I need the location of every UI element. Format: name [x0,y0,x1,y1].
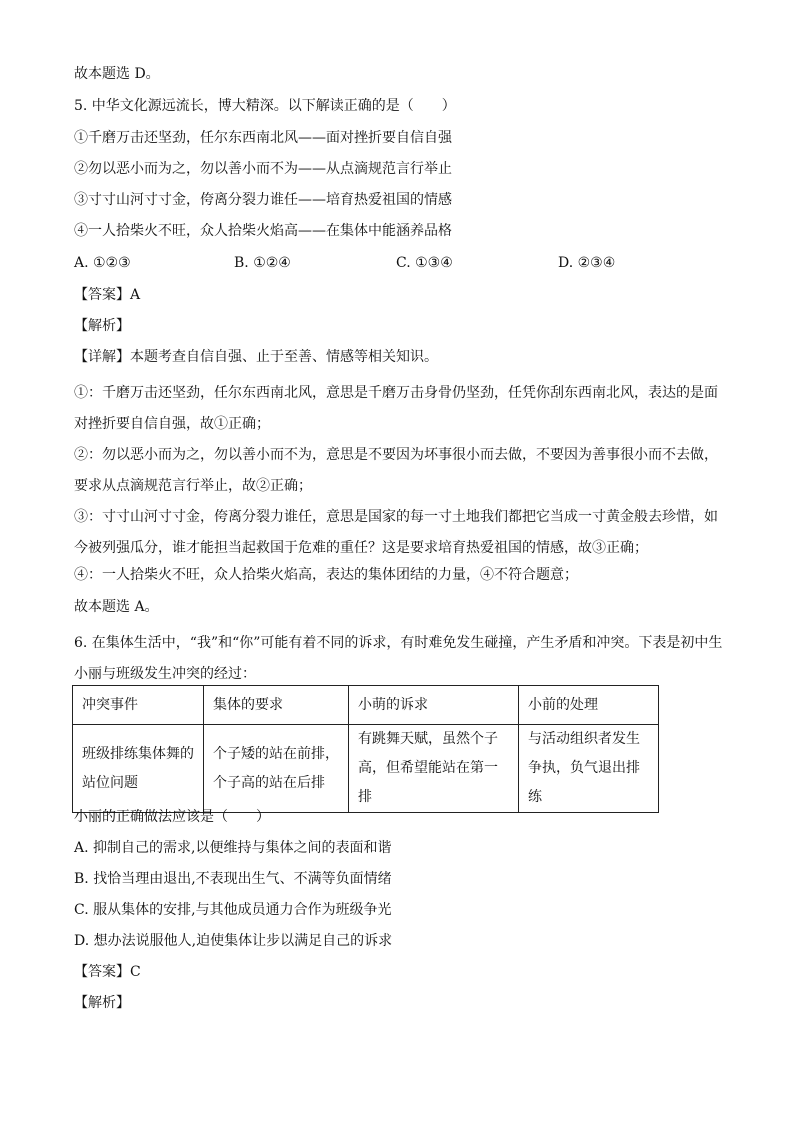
table-cell: 与活动组织者发生争执，负气退出排练 [519,725,659,813]
table-cell: 个子矮的站在前排，个子高的站在后排 [204,725,349,813]
q5-item-3: ③寸寸山河寸寸金，侉离分裂力谁任——培育热爱祖国的情感 [74,192,452,208]
q5-analysis-label: 【解析】 [74,318,130,334]
previous-conclusion: 故本题选 D。 [74,66,160,82]
q5-explanation-1: ①：千磨万击还坚劲，任尔东西南北风，意思是千磨万击身骨仍坚劲，任凭你刮东西南北风，表达的是面对挫折要自信自强，故①正确； [74,385,718,432]
q5-option-c: C. ①③④ [396,255,453,271]
conflict-table [72,685,659,813]
q6-option-c: C. 服从集体的安排,与其他成员通力合作为班级争光 [74,902,392,918]
q5-answer: 【答案】A [74,287,141,303]
q5-item-2: ②勿以恶小而为之，勿以善小而不为——从点滴规范言行举止 [74,161,452,177]
table-header-cell: 集体的要求 [204,686,349,725]
q6-option-a: A. 抑制自己的需求,以便维持与集体之间的表面和谐 [74,840,392,856]
q5-explanation-4: ④：一人拾柴火不旺，众人拾柴火焰高，表达的集体团结的力量，④不符合题意； [74,567,578,583]
q6-option-d: D. 想办法说服他人,迫使集体让步以满足自己的诉求 [74,933,393,949]
q5-item-1: ①千磨万击还坚劲，任尔东西南北风——面对挫折要自信自强 [74,130,452,146]
q5-stem: 5. 中华文化源远流长，博大精深。以下解读正确的是（ ） [74,98,456,114]
q5-option-a: A. ①②③ [74,255,131,271]
table-header-cell: 小前的处理 [519,686,659,725]
q6-option-b: B. 找恰当理由退出,不表现出生气、不满等负面情绪 [74,871,392,887]
table-cell: 有跳舞天赋，虽然个子高，但希望能站在第一排 [349,725,519,813]
table-row [73,725,659,813]
table-header-cell: 小萌的诉求 [349,686,519,725]
q5-explanation-2: ②：勿以恶小而为之，勿以善小而不为，意思是不要因为坏事很小而去做，不要因为善事很小而不去做，要求从点滴规范言行举止，故②正确； [74,447,718,494]
table-header-cell: 冲突事件 [73,686,204,725]
q5-item-4: ④一人拾柴火不旺，众人拾柴火焰高——在集体中能涵养品格 [74,223,452,239]
q6-stem: 6. 在集体生活中，“我”和“你”可能有着不同的诉求，有时难免发生碰撞，产生矛盾和冲突。下表是初中生小丽与班级发生冲突的经过： [74,635,723,682]
q5-option-b: B. ①②④ [234,255,291,271]
q5-conclusion: 故本题选 A。 [74,599,159,615]
q5-detail: 【详解】本题考查自信自强、止于至善、情感等相关知识。 [74,349,438,365]
table-cell: 班级排练集体舞的站位问题 [73,725,204,813]
q6-answer: 【答案】C [74,964,141,980]
q6-question: 小丽的正确做法应该是（ ） [74,809,270,825]
q5-option-d: D. ②③④ [558,255,616,271]
q6-analysis-label: 【解析】 [74,995,130,1011]
table-header-row [73,686,659,725]
q5-explanation-3: ③：寸寸山河寸寸金，侉离分裂力谁任，意思是国家的每一寸土地我们都把它当成一寸黄金般去珍惜，如今被列强瓜分，谁才能担当起救国于危难的重任？这是要求培育热爱祖国的情感，故③正确； [74,509,718,556]
